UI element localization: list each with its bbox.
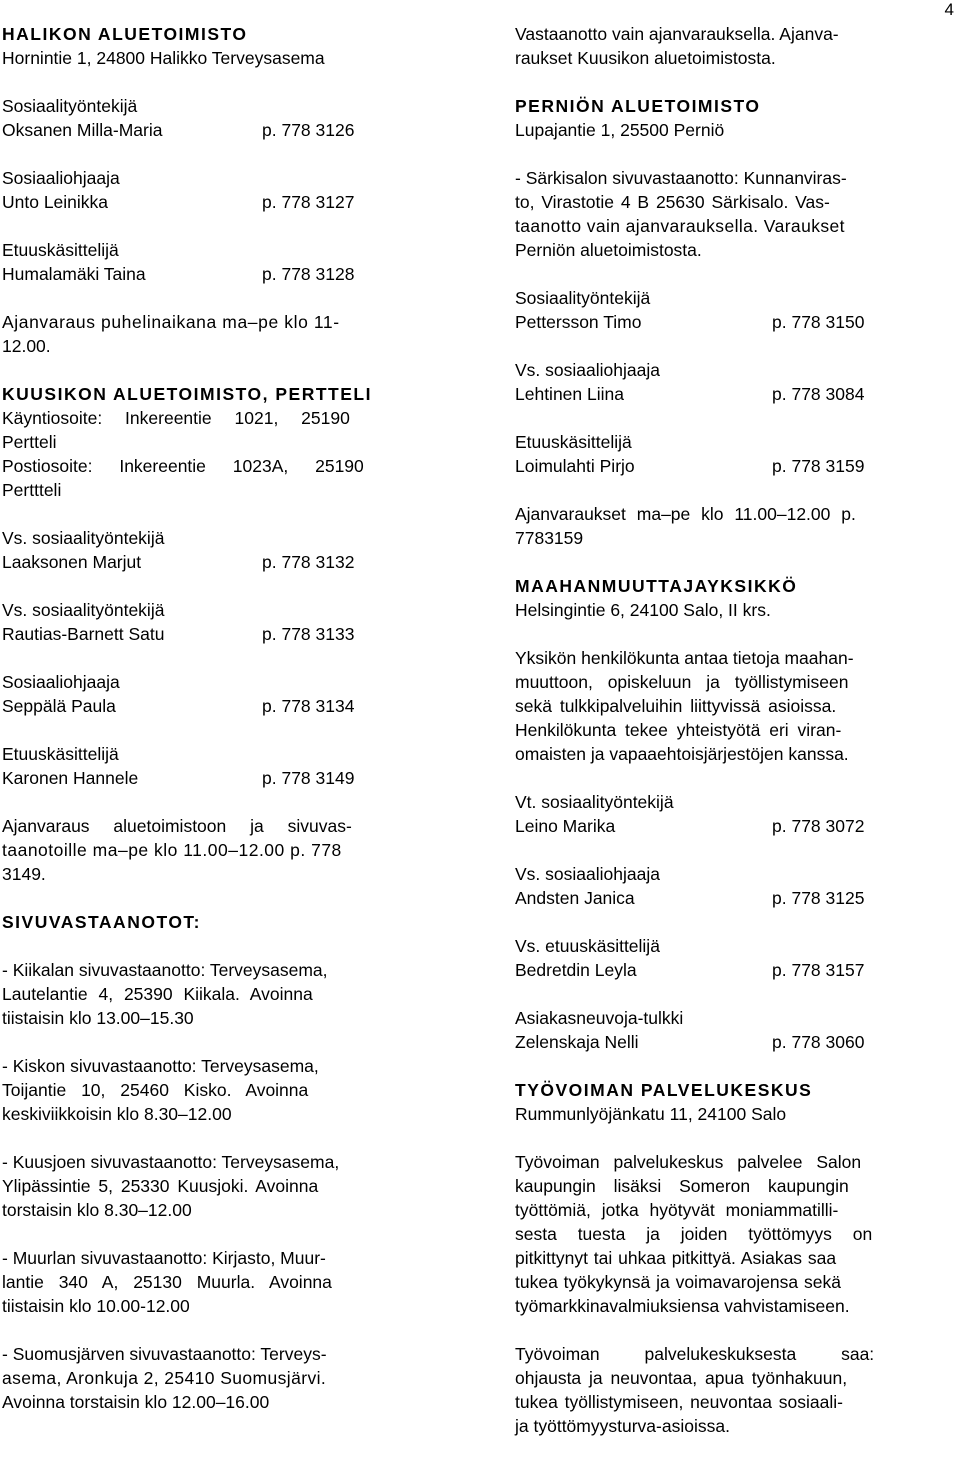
staff-phone: p. 778 3150 xyxy=(772,312,865,332)
text-line: lantie 340 A, 25130 Muurla. Avoinna xyxy=(2,1272,332,1292)
text-line: asema, Aronkuja 2, 25410 Suomusjärvi. xyxy=(2,1368,327,1388)
staff-title: Vs. sosiaaliohjaaja xyxy=(515,864,660,884)
staff-entry xyxy=(515,430,959,478)
side-clinic-item xyxy=(2,1054,446,1126)
text-line: Ajanvaraukset ma–pe klo 11.00–12.00 p. xyxy=(515,504,856,524)
staff-name: Laaksonen Marjut xyxy=(2,552,142,572)
staff-phone: p. 778 3133 xyxy=(262,624,355,644)
employment-description xyxy=(515,1150,959,1318)
text-line: - Kiikalan sivuvastaanotto: Terveysasema, xyxy=(2,960,328,980)
right-column xyxy=(515,22,959,1462)
staff-title: Etuuskäsittelijä xyxy=(2,240,119,260)
office-postal-address: Postiosoite: Inkereentie 1023A, 25190 xyxy=(2,456,364,476)
staff-phone: p. 778 3126 xyxy=(262,120,355,140)
text-line: muuttoon, opiskeluun ja työllistymiseen xyxy=(515,672,849,692)
text-line: tukea työkykynsä ja voimavarojensa sekä xyxy=(515,1272,841,1292)
staff-phone: p. 778 3127 xyxy=(262,192,355,212)
text-line: Henkilökunta tekee yhteistyötä eri viran- xyxy=(515,720,842,740)
office-heading: PERNIÖN ALUETOIMISTO xyxy=(515,96,761,116)
office-heading: HALIKON ALUETOIMISTO xyxy=(2,24,248,44)
text-line: työttömiä, jotka hyötyvät moniammatilli- xyxy=(515,1200,839,1220)
staff-title: Vs. sosiaalityöntekijä xyxy=(2,528,165,548)
staff-entry xyxy=(515,934,959,982)
text-line: kaupungin lisäksi Someron kaupungin xyxy=(515,1176,849,1196)
staff-name: Leino Marika xyxy=(515,816,616,836)
staff-title: Asiakasneuvoja-tulkki xyxy=(515,1008,684,1028)
staff-phone: p. 778 3072 xyxy=(772,816,865,836)
staff-name: Zelenskaja Nelli xyxy=(515,1032,639,1052)
staff-name: Seppälä Paula xyxy=(2,696,116,716)
office-heading: MAAHANMUUTTAJAYKSIKKÖ xyxy=(515,576,798,596)
text-line: tiistaisin klo 10.00-12.00 xyxy=(2,1296,190,1316)
staff-entry xyxy=(2,166,446,214)
booking-info xyxy=(515,502,959,550)
page-number: 4 xyxy=(944,0,954,19)
staff-name: Bedretdin Leyla xyxy=(515,960,637,980)
staff-entry xyxy=(515,1006,959,1054)
employment-services xyxy=(515,1078,959,1126)
staff-entry xyxy=(2,742,446,790)
text-line: Ylipässintie 5, 25330 Kuusjoki. Avoinna xyxy=(2,1176,319,1196)
office-visit-address: Käyntiosoite: Inkereentie 1021, 25190 xyxy=(2,408,350,428)
text-line: 3149. xyxy=(2,864,46,884)
staff-entry xyxy=(2,598,446,646)
side-clinic-item xyxy=(2,1150,446,1222)
booking-info xyxy=(2,310,446,358)
text-line: 12.00. xyxy=(2,336,51,356)
office-heading: KUUSIKON ALUETOIMISTO, PERTTELI xyxy=(2,384,372,404)
staff-name: Loimulahti Pirjo xyxy=(515,456,635,476)
staff-phone: p. 778 3060 xyxy=(772,1032,865,1052)
staff-title: Sosiaaliohjaaja xyxy=(2,672,120,692)
text-line: 7783159 xyxy=(515,528,584,548)
staff-entry xyxy=(2,238,446,286)
staff-entry xyxy=(2,526,446,574)
staff-entry xyxy=(2,670,446,718)
text-line: Pertteli xyxy=(2,432,57,452)
staff-title: Vs. sosiaalityöntekijä xyxy=(2,600,165,620)
staff-title: Vs. sosiaaliohjaaja xyxy=(515,360,660,380)
staff-phone: p. 778 3149 xyxy=(262,768,355,788)
staff-entry xyxy=(515,358,959,406)
staff-name: Lehtinen Liina xyxy=(515,384,624,404)
staff-entry xyxy=(515,286,959,334)
staff-entry xyxy=(515,790,959,838)
office-address: Helsingintie 6, 24100 Salo, II krs. xyxy=(515,600,771,620)
text-line: ohjausta ja neuvontaa, apua työnhakuun, xyxy=(515,1368,848,1388)
side-clinics-heading-block xyxy=(2,910,446,934)
office-address: Rummunlyöjänkatu 11, 24100 Salo xyxy=(515,1104,787,1124)
staff-phone: p. 778 3132 xyxy=(262,552,355,572)
text-line: Avoinna torstaisin klo 12.00–16.00 xyxy=(2,1392,270,1412)
text-line: Ajanvaraus puhelinaikana ma–pe klo 11- xyxy=(2,312,340,332)
text-line: omaisten ja vapaaehtoisjärjestöjen kanssa. xyxy=(515,744,849,764)
staff-title: Vt. sosiaalityöntekijä xyxy=(515,792,674,812)
text-line: Toijantie 10, 25460 Kisko. Avoinna xyxy=(2,1080,309,1100)
office-address: Lupajantie 1, 25500 Perniö xyxy=(515,120,725,140)
kuusikko-office xyxy=(2,382,446,502)
staff-name: Pettersson Timo xyxy=(515,312,642,332)
text-line: torstaisin klo 8.30–12.00 xyxy=(2,1200,192,1220)
text-line: Ajanvaraus aluetoimistoon ja sivuvas- xyxy=(2,816,352,836)
text-line: Perttteli xyxy=(2,480,62,500)
staff-title: Etuuskäsittelijä xyxy=(2,744,119,764)
side-clinic-item xyxy=(2,1342,446,1414)
pernio-office xyxy=(515,94,959,142)
staff-name: Andsten Janica xyxy=(515,888,635,908)
text-line: - Muurlan sivuvastaanotto: Kirjasto, Muur- xyxy=(2,1248,326,1268)
staff-title: Sosiaalityöntekijä xyxy=(2,96,138,116)
text-line: Työvoiman palvelukeskuksesta saa: xyxy=(515,1344,875,1364)
staff-name: Karonen Hannele xyxy=(2,768,139,788)
staff-entry xyxy=(2,94,446,142)
staff-name: Humalamäki Taina xyxy=(2,264,146,284)
staff-phone: p. 778 3134 xyxy=(262,696,355,716)
staff-phone: p. 778 3084 xyxy=(772,384,865,404)
halikko-office xyxy=(2,22,446,70)
text-line: - Suomusjärven sivuvastaanotto: Terveys- xyxy=(2,1344,327,1364)
text-line: taanotoille ma–pe klo 11.00–12.00 p. 778 xyxy=(2,840,342,860)
staff-phone: p. 778 3125 xyxy=(772,888,865,908)
text-line: Vastaanotto vain ajanvarauksella. Ajanva- xyxy=(515,24,839,44)
staff-title: Sosiaaliohjaaja xyxy=(2,168,120,188)
side-clinic-item xyxy=(2,1246,446,1318)
staff-title: Sosiaalityöntekijä xyxy=(515,288,651,308)
office-address: Hornintie 1, 24800 Halikko Terveysasema xyxy=(2,48,325,68)
text-line: sekä tulkkipalveluihin liittyvissä asioissa. xyxy=(515,696,837,716)
staff-phone: p. 778 3157 xyxy=(772,960,865,980)
text-line: pitkittynyt tai uhkaa pitkittyä. Asiakas saa xyxy=(515,1248,837,1268)
text-line: taanotto vain ajanvarauksella. Varaukset xyxy=(515,216,845,236)
text-line: - Kuusjoen sivuvastaanotto: Terveysasema, xyxy=(2,1152,340,1172)
immigration-unit xyxy=(515,574,959,622)
text-line: ja työttömyysturva-asioissa. xyxy=(515,1416,730,1436)
staff-phone: p. 778 3159 xyxy=(772,456,865,476)
text-line: Työvoiman palvelukeskus palvelee Salon xyxy=(515,1152,862,1172)
text-line: Lautelantie 4, 25390 Kiikala. Avoinna xyxy=(2,984,313,1004)
left-column xyxy=(2,22,446,1438)
text-line: to, Virastotie 4 B 25630 Särkisalo. Vas- xyxy=(515,192,830,212)
section-heading: SIVUVASTAANOTOT: xyxy=(2,912,202,932)
side-clinic-item xyxy=(2,958,446,1030)
text-line: Perniön aluetoimistosta. xyxy=(515,240,702,260)
text-line: raukset Kuusikon aluetoimistosta. xyxy=(515,48,776,68)
office-heading: TYÖVOIMAN PALVELUKESKUS xyxy=(515,1080,813,1100)
intro-text xyxy=(515,22,959,70)
staff-title: Vs. etuuskäsittelijä xyxy=(515,936,660,956)
text-line: - Särkisalon sivuvastaanotto: Kunnanviras- xyxy=(515,168,847,188)
text-line: sesta tuesta ja joiden työttömyys on xyxy=(515,1224,873,1244)
staff-entry xyxy=(515,862,959,910)
staff-name: Rautias-Barnett Satu xyxy=(2,624,165,644)
text-line: työmarkkinavalmiuksiensa vahvistamiseen. xyxy=(515,1296,850,1316)
staff-title: Etuuskäsittelijä xyxy=(515,432,632,452)
staff-name: Oksanen Milla-Maria xyxy=(2,120,163,140)
booking-info xyxy=(2,814,446,886)
text-line: - Kiskon sivuvastaanotto: Terveysasema, xyxy=(2,1056,319,1076)
employment-services-offer xyxy=(515,1342,959,1438)
text-line: tiistaisin klo 13.00–15.30 xyxy=(2,1008,194,1028)
immigration-description xyxy=(515,646,959,766)
text-line: keskiviikkoisin klo 8.30–12.00 xyxy=(2,1104,232,1124)
text-line: tukea työllistymiseen, neuvontaa sosiaali- xyxy=(515,1392,843,1412)
side-clinic-item xyxy=(515,166,959,262)
text-line: Yksikön henkilökunta antaa tietoja maahan- xyxy=(515,648,854,668)
staff-name: Unto Leinikka xyxy=(2,192,109,212)
staff-phone: p. 778 3128 xyxy=(262,264,355,284)
